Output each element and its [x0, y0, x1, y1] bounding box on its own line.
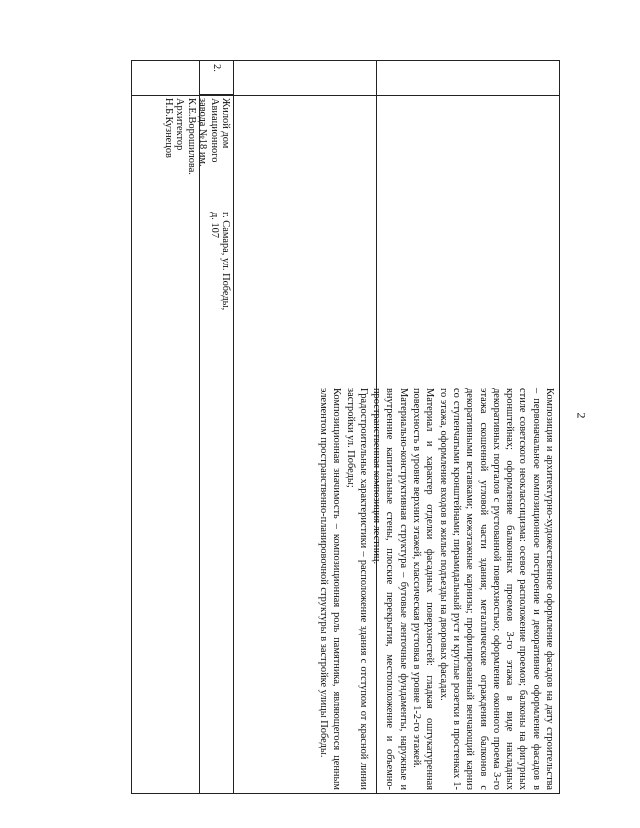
row-divider	[132, 95, 559, 96]
paragraph-structure: Материально-конструктивная структура – бутовые ленточные фундаменты, наружные и внутренние капитальные стены, плоские перекрытия, местоположение и объемно-пространственная композиция лестниц.	[371, 388, 409, 790]
object-name-line: К.Е.Ворошилова.	[185, 98, 197, 175]
paragraph-finishing: Материал и характер отделки фасадных поверхностей: гладкая оштукатуренная поверхность в уровне верхних этажей, классическая рустовка в уровне 1-2-го этажей.	[411, 388, 436, 790]
object-name-line: Н.Б.Кузнецов	[162, 98, 174, 158]
object-name-cell	[135, 98, 231, 218]
object-name-line: Авиационного	[208, 98, 220, 163]
protection-subject-text	[144, 388, 556, 790]
object-name-line: завода №18 им.	[197, 98, 209, 167]
object-name-line: Жилой дом	[220, 98, 231, 149]
paragraph-significance: Композиционная значимость – композиционная роль памятника, являющегося ценным элементом пространственно-планировочной структуры в застройке улицы Победы.	[317, 388, 343, 790]
address-line: д. 107	[208, 212, 220, 239]
object-address-cell	[199, 212, 231, 362]
object-name-line: Архитектор	[174, 98, 186, 151]
paragraph-composition: Композиция и архитектурно-художественное оформление фасадов на дату строительства – первоначальное композиционное построение и декоративное оформление фасадов в стиле советского неоклассицизма: осевое расположение проемов; балконы на фигурных кронштейнах; оформление балконных проемов 3-го этажа в виде накладных декоративных порталов с рустованной поверхностью; оформление оконного проема 3-го этажа скошенной угловой части здания; металлические ограждения балконов с декоративными вставками; межэтажные карнизы; профилированный венчающий карниз со ступенчатыми кронштейнами; пирамидальный руст и круглые розетки в простенках 1-го этажа, оформление входов в жилые подъезды на дворовых фасадах.	[437, 388, 555, 790]
paragraph-urban-planning: Градостроительные характеристики – расположение здания с отступом от красной линии застройки ул. Победы;	[344, 388, 369, 790]
page-number: 2	[574, 412, 589, 419]
address-line: г. Самара, ул. Победы,	[220, 212, 231, 311]
row-number: 2.	[211, 64, 222, 72]
